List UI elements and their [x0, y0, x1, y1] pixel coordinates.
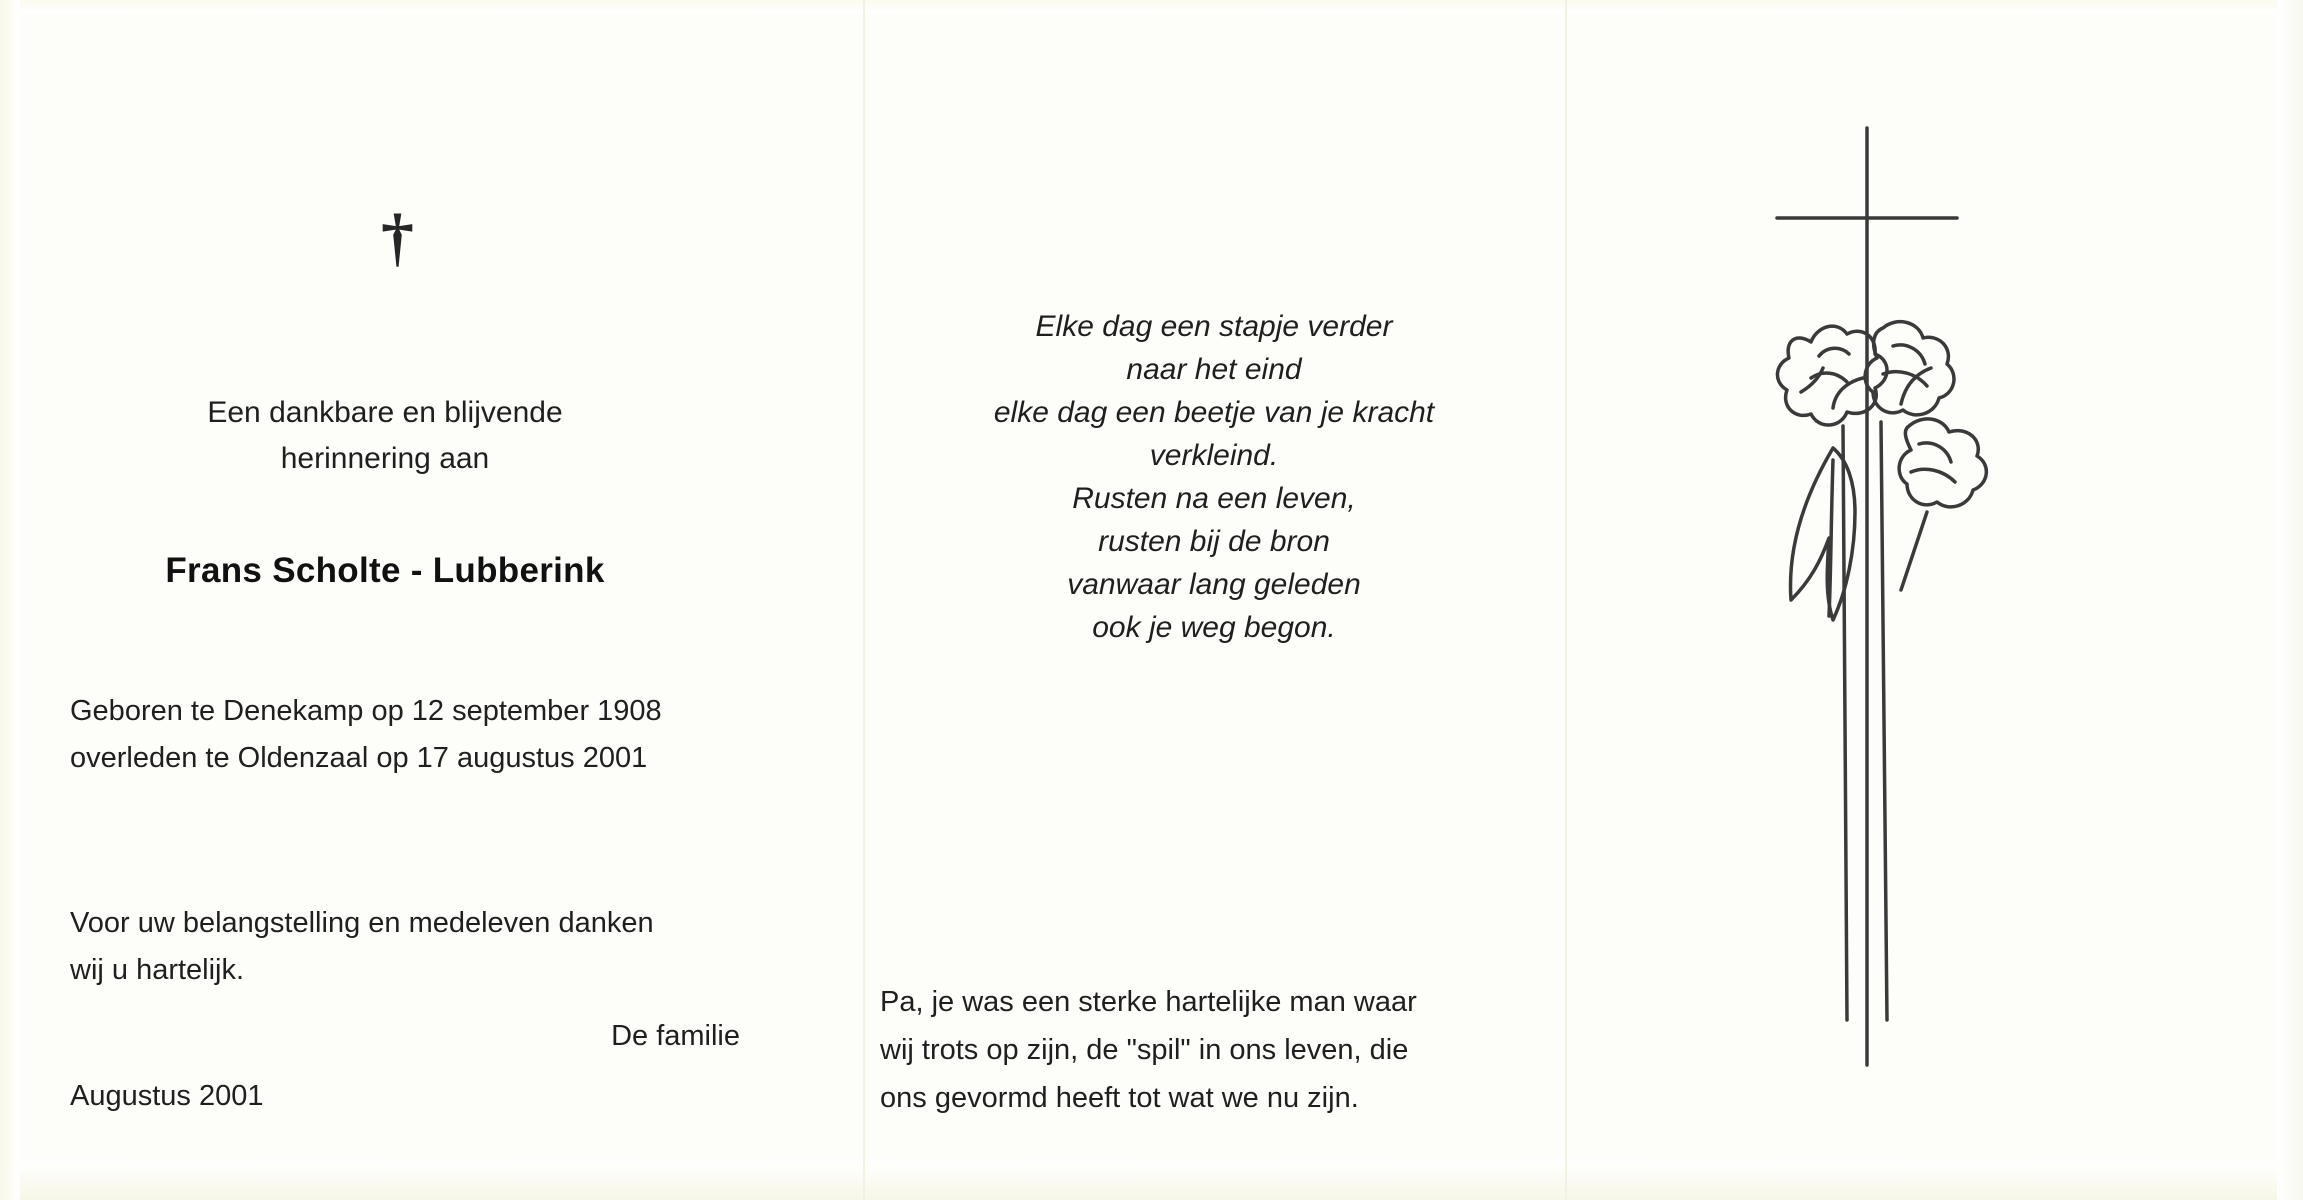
- card-date: Augustus 2001: [70, 1080, 264, 1112]
- cross-icon: †: [381, 201, 414, 274]
- thanks-message: [70, 900, 770, 994]
- memorial-intro: [0, 390, 770, 482]
- poem-line: rusten bij de bron: [1098, 525, 1330, 558]
- right-panel: [1565, 0, 2303, 1200]
- memorial-poem: [863, 305, 1565, 649]
- poem-line: Elke dag een stapje verder: [1035, 310, 1393, 343]
- closing-message-line-3: ons gevormd heeft tot wat we nu zijn.: [880, 1082, 1359, 1114]
- thanks-line-1: Voor uw belangstelling en medeleven danken: [70, 907, 654, 939]
- birth-line: Geboren te Denekamp op 12 september 1908: [70, 695, 662, 727]
- death-line: overleden te Oldenzaal op 17 augustus 2001: [70, 742, 648, 774]
- thanks-line-2: wij u hartelijk.: [70, 954, 245, 986]
- memorial-intro-line-1: Een dankbare en blijvende: [207, 396, 563, 429]
- deceased-name: Frans Scholte - Lubberink: [165, 551, 605, 590]
- poem-line: ook je weg begon.: [1092, 611, 1336, 644]
- cross-with-poppies-icon: [1715, 120, 2115, 1125]
- family-signature: De familie: [611, 1020, 740, 1052]
- poem-line: vanwaar lang geleden: [1067, 568, 1361, 601]
- left-panel: [0, 0, 863, 1200]
- memorial-intro-line-2: herinnering aan: [280, 442, 490, 475]
- poem-line: elke dag een beetje van je kracht: [993, 396, 1435, 429]
- poem-line: verkleind.: [1149, 439, 1279, 472]
- closing-message-line-1: Pa, je was een sterke hartelijke man waar: [880, 986, 1417, 1018]
- poem-line: naar het eind: [1126, 353, 1302, 386]
- life-dates: [70, 688, 810, 782]
- middle-panel: [863, 0, 1565, 1200]
- closing-message: [880, 978, 1560, 1122]
- poem-line: Rusten na een leven,: [1072, 482, 1356, 515]
- closing-message-line-2: wij trots op zijn, de "spil" in ons leven, die: [880, 1034, 1409, 1066]
